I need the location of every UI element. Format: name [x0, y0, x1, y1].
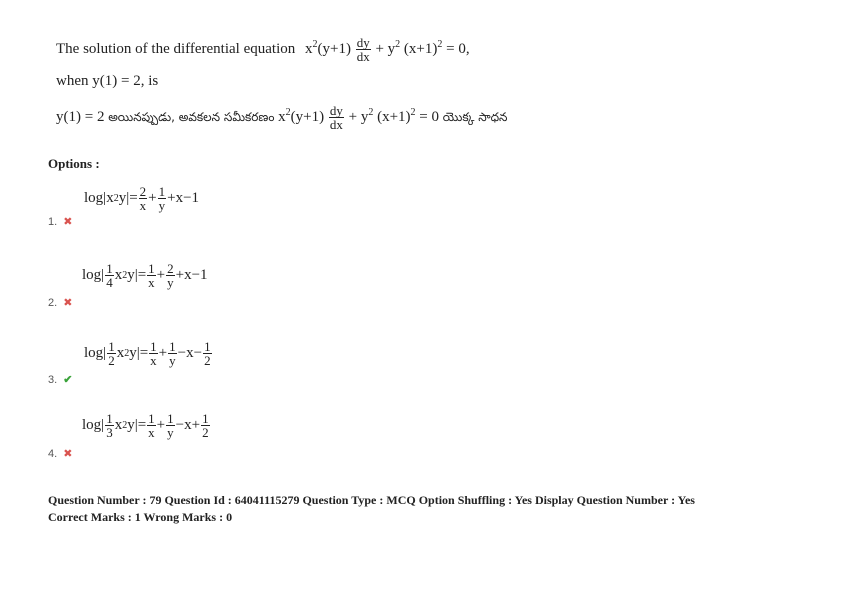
abs-bar: |= — [134, 417, 147, 433]
eq-dydx — [356, 36, 371, 63]
frac-den: 2 — [108, 353, 115, 368]
frac-den: x — [148, 425, 155, 440]
log-text: log — [82, 267, 102, 283]
frac-a — [147, 412, 156, 439]
eq-dy: dy — [329, 103, 343, 118]
frac-num: 1 — [158, 184, 166, 199]
option-1-label — [48, 212, 72, 230]
tail: −x — [175, 417, 192, 433]
frac-den: x — [148, 275, 155, 290]
frac-b — [158, 185, 167, 212]
eq-equals: = 0, — [446, 40, 470, 57]
eq-dy: dy — [356, 35, 370, 50]
eq-exp: 2 — [395, 38, 401, 50]
option-4-label — [48, 444, 72, 462]
option-number: 4. — [48, 448, 58, 460]
question-meta-line-2: Correct Marks : 1 Wrong Marks : 0 — [48, 510, 233, 524]
abs-bar: | — [103, 345, 107, 361]
question-line-1 — [56, 36, 470, 63]
eq-y-plus-1: (y+1) — [290, 108, 325, 125]
abs-bar: |= — [136, 345, 149, 361]
log-text: log — [84, 345, 104, 361]
opt-y: y — [127, 417, 135, 433]
eq-plus-y: + y — [375, 40, 396, 57]
eq-exp: 2 — [437, 38, 443, 50]
opt-x: x — [106, 190, 114, 206]
frac-den: y — [158, 198, 166, 213]
abs-bar: |= — [134, 267, 147, 283]
frac-num: 1 — [169, 339, 176, 354]
eq-exp: 2 — [285, 106, 291, 118]
frac-num: 2 — [167, 261, 174, 276]
eq-y-plus-1: (y+1) — [317, 40, 351, 57]
tail-frac — [203, 340, 212, 367]
frac-b — [166, 262, 175, 289]
wrong-icon: ✖ — [63, 216, 73, 228]
opt-x: x — [114, 267, 123, 283]
frac-num: 1 — [148, 411, 155, 426]
frac-b — [168, 340, 177, 367]
telugu-prefix: y(1) = 2 — [56, 108, 105, 125]
telugu-text: అయినప్పుడు, అవకలన సమీకరణం — [108, 109, 275, 124]
plus-sign: + — [156, 417, 166, 433]
question-meta-line-1: Question Number : 79 Question Id : 64041115279 Question Type : MCQ Option Shuffling : Yes Display Question Number : Yes — [48, 493, 695, 507]
eq-exp: 2 — [368, 106, 374, 118]
opt-y: y — [129, 345, 137, 361]
frac-num: 1 — [108, 339, 115, 354]
eq-exp: 2 — [410, 106, 416, 118]
frac-num: 1 — [202, 411, 209, 426]
opt-x: x — [114, 417, 123, 433]
frac-num: 1 — [106, 261, 113, 276]
option-4-expression — [82, 412, 211, 439]
option-1-expression — [84, 185, 199, 212]
eq-plus-y: + y — [348, 108, 369, 125]
plus-sign: + — [158, 345, 168, 361]
tail-sign: − — [193, 345, 203, 361]
eq-equals: = 0 — [419, 108, 439, 125]
eq-dydx — [329, 104, 344, 131]
opt-y: y — [127, 267, 135, 283]
frac-den: x — [139, 198, 147, 213]
tail: −x — [177, 345, 194, 361]
coef-frac — [107, 340, 116, 367]
plus-sign: + — [156, 267, 166, 283]
tail: +x−1 — [167, 190, 200, 206]
option-number: 2. — [48, 297, 58, 309]
options-label: Options : — [48, 156, 100, 171]
check-icon: ✔ — [63, 374, 73, 386]
log-text: log — [82, 417, 102, 433]
abs-bar: | — [101, 417, 105, 433]
frac-num: 2 — [139, 184, 147, 199]
option-2-label — [48, 293, 72, 311]
opt-x: x — [116, 345, 125, 361]
equation — [305, 35, 470, 64]
frac-den: 2 — [202, 425, 209, 440]
question-line-telugu — [56, 104, 507, 131]
frac-num: 1 — [106, 411, 113, 426]
frac-num: 1 — [148, 261, 155, 276]
frac-num: 1 — [204, 339, 211, 354]
frac-den: 2 — [204, 353, 211, 368]
frac-a — [139, 185, 148, 212]
eq-x-plus-1: (x+1) — [403, 40, 438, 57]
wrong-icon: ✖ — [63, 297, 73, 309]
opt-exp: 2 — [122, 270, 128, 281]
frac-den: x — [150, 353, 157, 368]
plus-sign: + — [148, 190, 157, 206]
option-2-expression — [82, 262, 208, 289]
wrong-icon: ✖ — [63, 448, 73, 460]
frac-den: 3 — [106, 425, 113, 440]
frac-num: 1 — [150, 339, 157, 354]
question-line-2: when y(1) = 2, is — [56, 73, 159, 89]
frac-a — [147, 262, 156, 289]
option-number: 1. — [48, 216, 58, 228]
frac-den: y — [167, 275, 174, 290]
eq-exp: 2 — [312, 38, 318, 50]
frac-den: 4 — [106, 275, 113, 290]
tail-sign: + — [191, 417, 201, 433]
frac-num: 1 — [167, 411, 174, 426]
eq-x-plus-1: (x+1) — [377, 108, 411, 125]
eq-dx: dx — [329, 117, 343, 132]
question-text: The solution of the differential equation — [56, 40, 296, 57]
tail: +x−1 — [175, 267, 208, 283]
option-3-label — [48, 370, 72, 388]
opt-y: y — [118, 190, 127, 206]
eq-x: x — [305, 40, 313, 57]
tail-frac — [201, 412, 210, 439]
frac-a — [149, 340, 158, 367]
frac-den: y — [169, 353, 176, 368]
eq-x: x — [278, 108, 286, 125]
frac-b — [166, 412, 175, 439]
telugu-suffix: యొక్క సాధన — [442, 109, 508, 124]
option-3-expression — [84, 340, 213, 367]
coef-frac — [105, 262, 114, 289]
abs-bar: |= — [126, 190, 138, 206]
opt-exp: 2 — [124, 348, 130, 359]
log-text: log — [84, 190, 104, 206]
frac-den: y — [167, 425, 174, 440]
coef-frac — [105, 412, 114, 439]
eq-dx: dx — [356, 49, 370, 64]
abs-bar: | — [101, 267, 105, 283]
option-number: 3. — [48, 374, 58, 386]
opt-exp: 2 — [122, 420, 128, 431]
abs-bar: | — [103, 190, 107, 206]
opt-exp: 2 — [113, 193, 119, 204]
